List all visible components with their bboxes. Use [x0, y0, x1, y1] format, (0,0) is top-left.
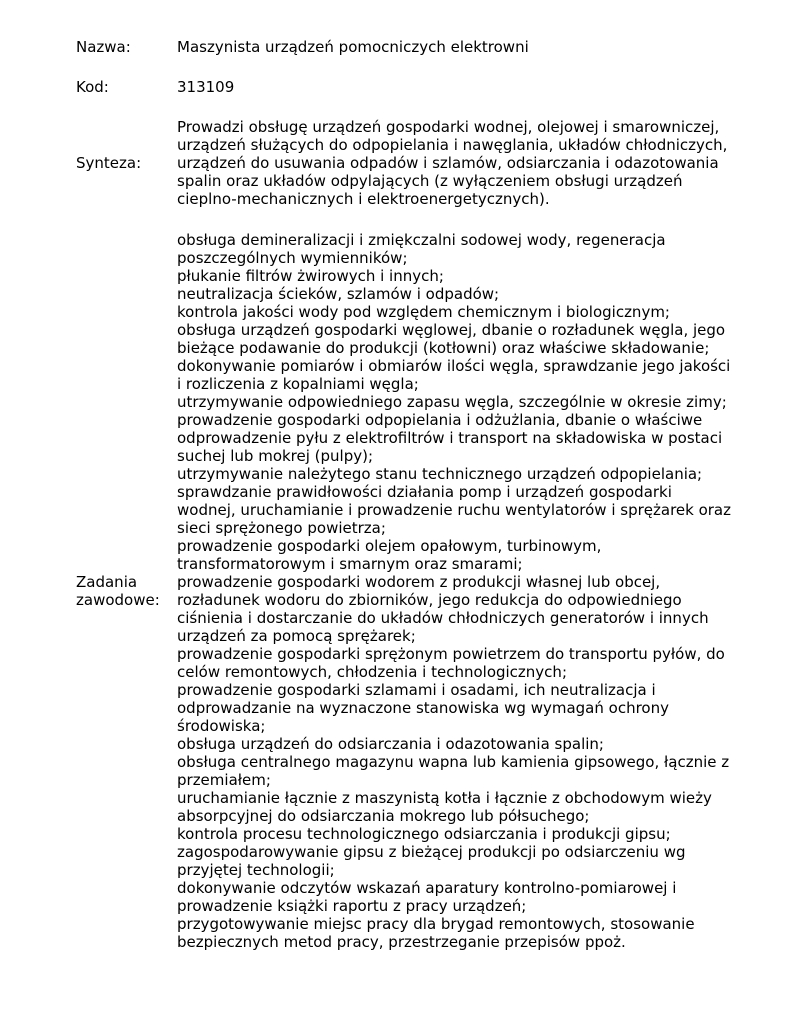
task-line: bieżące podawanie do produkcji (kotłowni) oraz właściwe składowanie;: [177, 339, 710, 357]
synthesis-line: spalin oraz układów odpylających (z wyłączeniem obsługi urządzeń: [177, 172, 683, 190]
task-line: suchej lub mokrej (pulpy);: [177, 447, 374, 465]
task-line: przyjętej technologii;: [177, 861, 335, 879]
tasks-list: [177, 231, 767, 951]
name-label: Nazwa:: [76, 38, 131, 56]
code-value-text: 313109: [177, 78, 235, 96]
task-line: obsługa centralnego magazynu wapna lub kamienia gipsowego, łącznie z: [177, 753, 730, 771]
task-line: wodnej, uruchamianie i prowadzenie ruchu wentylatorów i sprężarek oraz: [177, 501, 731, 519]
task-line: przemiałem;: [177, 771, 271, 789]
tasks-label-line: Zadania: [76, 573, 138, 591]
name-value-text: Maszynista urządzeń pomocniczych elektrowni: [177, 38, 529, 56]
task-line: prowadzenie gospodarki olejem opałowym, turbinowym,: [177, 537, 602, 555]
task-line: płukanie filtrów żwirowych i innych;: [177, 267, 444, 285]
task-line: prowadzenie gospodarki odpopielania i odżużlania, dbanie o właściwe: [177, 411, 703, 429]
task-line: prowadzenie gospodarki szlamami i osadami, ich neutralizacja i: [177, 681, 656, 699]
synthesis-line: urządzeń służących do odpopielania i nawęglania, układów chłodniczych,: [177, 136, 728, 154]
task-line: obsługa urządzeń do odsiarczania i odazotowania spalin;: [177, 735, 604, 753]
task-line: prowadzenie gospodarki sprężonym powietrzem do transportu pyłów, do: [177, 645, 725, 663]
task-line: kontrola jakości wody pod względem chemicznym i biologicznym;: [177, 303, 670, 321]
task-line: środowiska;: [177, 717, 266, 735]
task-line: obsługa urządzeń gospodarki węglowej, dbanie o rozładunek węgla, jego: [177, 321, 726, 339]
task-line: dokonywanie odczytów wskazań aparatury kontrolno-pomiarowej i: [177, 879, 677, 897]
task-line: transformatorowym i smarnym oraz smarami;: [177, 555, 523, 573]
task-line: utrzymywanie odpowiedniego zapasu węgla, szczególnie w okresie zimy;: [177, 393, 727, 411]
code-label: Kod:: [76, 78, 109, 96]
task-line: utrzymywanie należytego stanu technicznego urządzeń odpopielania;: [177, 465, 703, 483]
task-line: bezpiecznych metod pracy, przestrzeganie przepisów ppoż.: [177, 933, 626, 951]
tasks-label-line: zawodowe:: [76, 591, 160, 609]
task-line: zagospodarowywanie gipsu z bieżącej produkcji po odsiarczeniu wg: [177, 843, 686, 861]
synthesis-line: cieplno-mechanicznych i elektroenergetycznych).: [177, 190, 550, 208]
task-line: sprawdzanie prawidłowości działania pomp i urządzeń gospodarki: [177, 483, 672, 501]
synthesis-line: urządzeń do usuwania odpadów i szlamów, odsiarczania i odazotowania: [177, 154, 719, 172]
task-line: neutralizacja ścieków, szlamów i odpadów;: [177, 285, 500, 303]
code-value: [177, 78, 767, 96]
task-line: uruchamianie łącznie z maszynistą kotła i łącznie z obchodowym wieży: [177, 789, 712, 807]
task-line: przygotowywanie miejsc pracy dla brygad remontowych, stosowanie: [177, 915, 695, 933]
task-line: kontrola procesu technologicznego odsiarczania i produkcji gipsu;: [177, 825, 671, 843]
task-line: urządzeń za pomocą sprężarek;: [177, 627, 416, 645]
synthesis-text: [177, 118, 767, 208]
task-line: dokonywanie pomiarów i obmiarów ilości węgla, sprawdzanie jego jakości: [177, 357, 731, 375]
task-line: poszczególnych wymienników;: [177, 249, 408, 267]
task-line: rozładunek wodoru do zbiorników, jego redukcja do odpowiedniego: [177, 591, 682, 609]
tasks-label: [76, 573, 172, 609]
task-line: prowadzenie gospodarki wodorem z produkcji własnej lub obcej,: [177, 573, 661, 591]
task-line: obsługa demineralizacji i zmiękczalni sodowej wody, regeneracja: [177, 231, 666, 249]
task-line: sieci sprężonego powietrza;: [177, 519, 386, 537]
task-line: absorpcyjnej do odsiarczania mokrego lub półsuchego;: [177, 807, 590, 825]
task-line: ciśnienia i dostarczanie do układów chłodniczych generatorów i innych: [177, 609, 709, 627]
synthesis-label: Synteza:: [76, 154, 142, 172]
synthesis-line: Prowadzi obsługę urządzeń gospodarki wodnej, olejowej i smarowniczej,: [177, 118, 720, 136]
task-line: i rozliczenia z kopalniami węgla;: [177, 375, 419, 393]
task-line: odprowadzenie pyłu z elektrofiltrów i transport na składowiska w postaci: [177, 429, 723, 447]
task-line: odprowadzanie na wyznaczone stanowiska wg wymagań ochrony: [177, 699, 669, 717]
task-line: prowadzenie książki raportu z pracy urządzeń;: [177, 897, 527, 915]
name-value: [177, 38, 767, 56]
task-line: celów remontowych, chłodzenia i technologicznych;: [177, 663, 567, 681]
